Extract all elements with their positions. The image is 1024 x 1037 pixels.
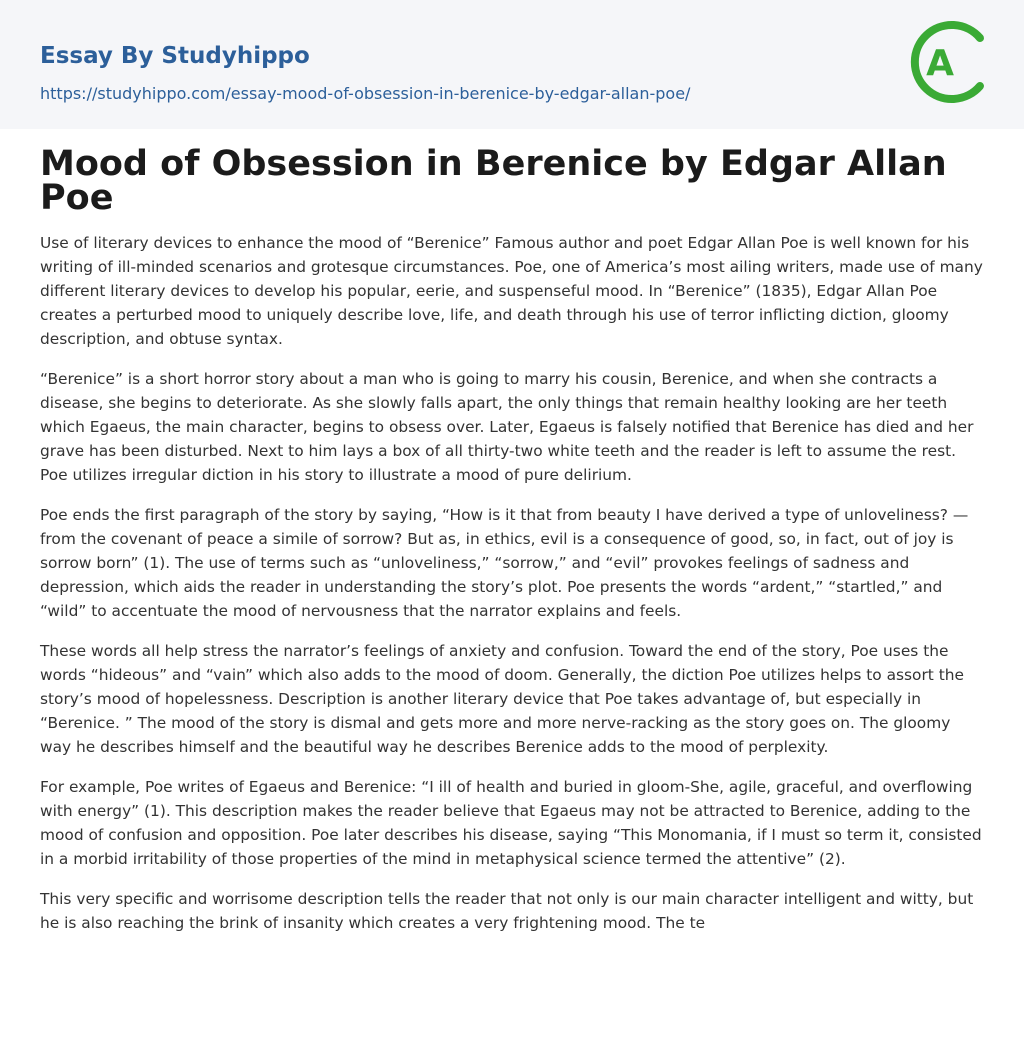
essay-paragraph-1: Use of literary devices to enhance the mood of “Berenice” Famous author and poet Edgar Allan Poe is well known for his writing of ill-minded scenarios and grotesque circumstances. Poe, one of America’s most ailing writers, made use of many different literary devices to develop his popular, eerie, and suspenseful mood. In “Berenice” (1835), Edgar Allan Poe creates a perturbed mood to uniquely describe love, life, and death through his use of terror inflicting diction, gloomy description, and obtuse syntax. <box>40 234 983 348</box>
essay-paragraph-3: Poe ends the first paragraph of the story by saying, “How is it that from beauty I have derived a type of unloveliness? —from the covenant of peace a simile of sorrow? But as, in ethics, evil is a consequence of good, so, in fact, out of joy is sorrow born” (1). The use of terms such as “unloveliness,” “sorrow,” and “evil” provokes feelings of sadness and depression, which aids the reader in understanding the story’s plot. Poe presents the words “ardent,” “startled,” and “wild” to accentuate the mood of nervousness that the narrator explains and feels. <box>40 506 969 620</box>
essay-paragraph-2: “Berenice” is a short horror story about a man who is going to marry his cousin, Berenice, and when she contracts a disease, she begins to deteriorate. As she slowly falls apart, the only things that remain healthy looking are her teeth which Egaeus, the main character, begins to obsess over. Later, Egaeus is falsely notified that Berenice has died and her grave has been disturbed. Next to him lays a box of all thirty-two white teeth and the reader is left to assume the rest. Poe utilizes irregular diction in his story to illustrate a mood of pure delirium. <box>40 370 974 484</box>
studyhippo-logo-icon[interactable] <box>910 18 988 106</box>
site-brand-title[interactable]: Essay By Studyhippo <box>40 43 310 69</box>
logo-letter: A <box>926 43 954 84</box>
essay-paragraph-5: For example, Poe writes of Egaeus and Berenice: “I ill of health and buried in gloom-She, agile, graceful, and overflowing with energy” (1). This description makes the reader believe that Egaeus may not be attracted to Berenice, adding to the mood of confusion and opposition. Poe later describes his disease, saying “This Monomania, if I must so term it, consisted in a morbid irritability of those properties of the mind in metaphysical science termed the attentive” (2). <box>40 778 982 868</box>
essay-paragraph-6: This very specific and worrisome description tells the reader that not only is our main character intelligent and witty, but he is also reaching the brink of insanity which creates a very frightening mood. The te <box>40 890 974 932</box>
essay-content <box>40 144 984 951</box>
essay-paragraph-4: These words all help stress the narrator’s feelings of anxiety and confusion. Toward the end of the story, Poe uses the words “hideous” and “vain” which also adds to the mood of doom. Generally, the diction Poe utilizes helps to assort the story’s mood of hopelessness. Description is another literary device that Poe takes advantage of, but especially in “Berenice. ” The mood of the story is dismal and gets more and more nerve-racking as the story goes on. The gloomy way he describes himself and the beautiful way he describes Berenice adds to the mood of perplexity. <box>40 642 964 756</box>
source-url-link[interactable]: https://studyhippo.com/essay-mood-of-obsession-in-berenice-by-edgar-allan-poe/ <box>40 84 691 103</box>
site-header <box>0 0 1024 129</box>
essay-title: Mood of Obsession in Berenice by Edgar Allan Poe <box>40 144 947 218</box>
